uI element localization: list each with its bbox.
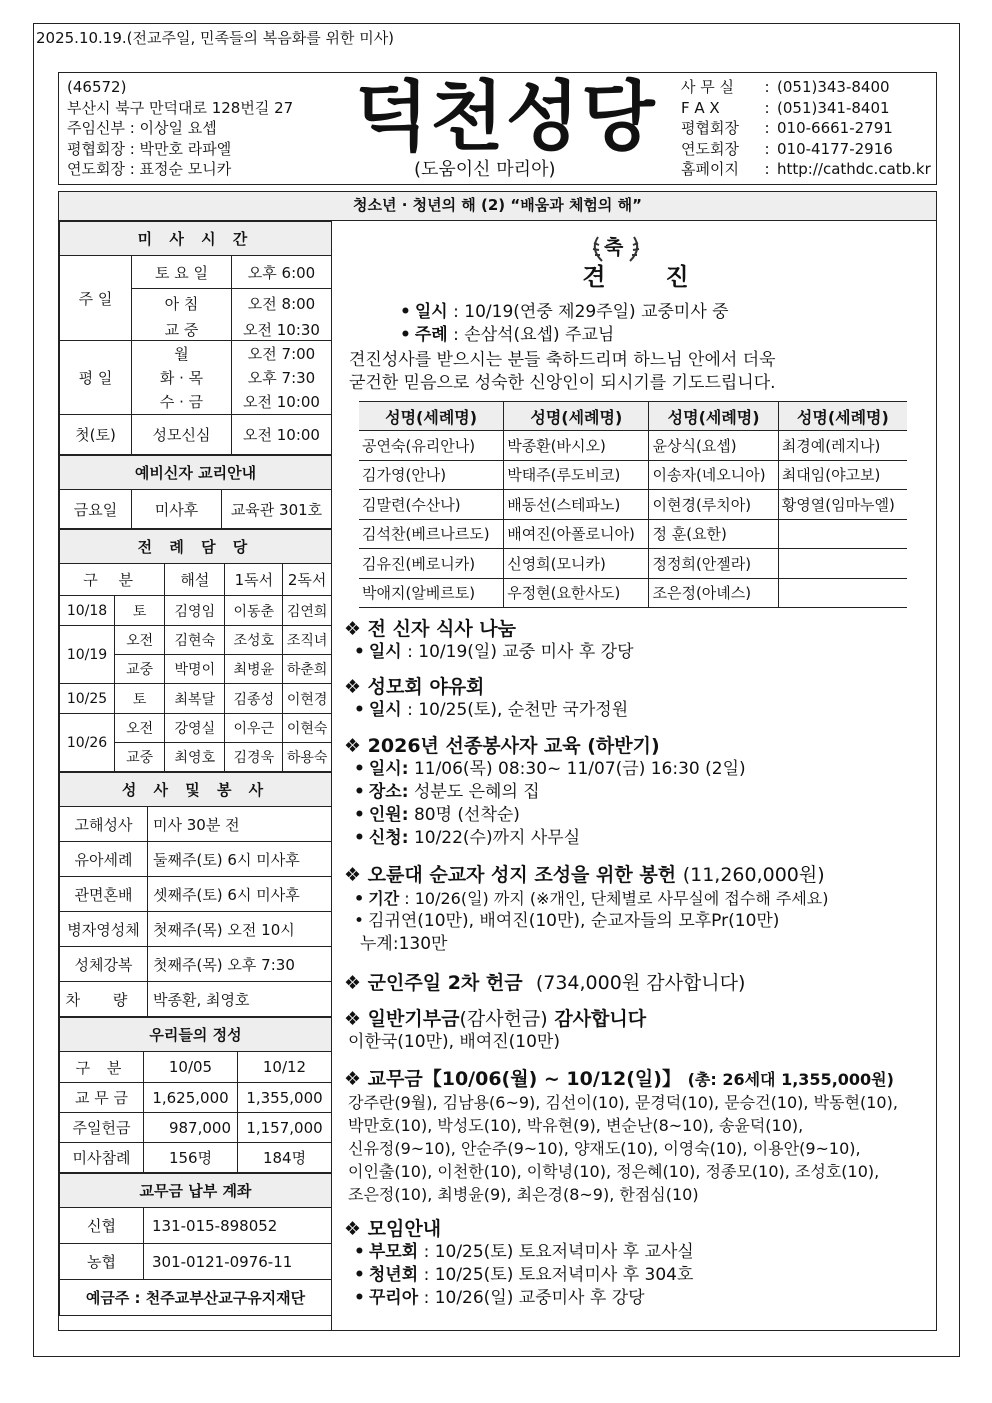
name-cell: 공연숙(유리안나) [359, 431, 504, 461]
notice-text: 김귀연(10만), 배여진(10만), 순교자들의 모후Pr(10만) [368, 911, 780, 931]
account-number: 131-015-898052 [144, 1208, 332, 1244]
notice-title: 군인주일 2차 헌금 [367, 972, 523, 994]
confirmation-message [349, 349, 776, 395]
table-row [60, 982, 332, 1017]
sacrament-name: 유아세례 [60, 842, 148, 877]
name-cell: 조직녀 [283, 626, 332, 655]
table-row [60, 842, 332, 877]
name-cell: 김현숙 [165, 626, 225, 655]
col-label: 성명(세례명) [778, 402, 907, 431]
notice-title-tail: 감사합니다 [547, 1008, 647, 1030]
notice-text: 신유정(9~10), 안순주(9~10), 양재도(10), 이영숙(10), 이용안(9~10), [348, 1139, 861, 1158]
sun-main-label: 교 중 [132, 319, 232, 341]
catechumen-day: 금요일 [60, 490, 132, 529]
sacrament-time: 셋째주(토) 6시 미사후 [148, 877, 332, 912]
date-cell: 10/19 [60, 626, 115, 684]
table-row [60, 877, 332, 912]
name-cell: 이동춘 [225, 596, 283, 626]
offering-value: 1,157,000 [238, 1113, 332, 1143]
diamond-icon: ❖ [344, 618, 362, 640]
message-line: 굳건한 믿음으로 성숙한 신앙인이 되시기를 기도드립니다. [349, 373, 776, 393]
notice-text: 강주란(9월), 김남용(6~9), 김선이(10), 문경덕(10), 문승건(10), 박동현(10), [348, 1093, 898, 1112]
diamond-icon: ❖ [344, 1068, 362, 1090]
notice-label: • 일시 [354, 642, 402, 662]
sacrament-time: 박종환, 최영호 [148, 982, 332, 1017]
notice-text: 10/22(수)까지 사무실 [413, 828, 581, 848]
name-cell [778, 549, 907, 579]
notice-dues [344, 1068, 898, 1206]
name-cell: 배동선(스테파노) [504, 490, 649, 520]
sacrament-name: 고해성사 [60, 807, 148, 842]
table-row [60, 626, 332, 655]
sacrament-name: 병자영성체 [60, 912, 148, 947]
address: 부산시 북구 만덕대로 128번길 27 [67, 98, 294, 117]
name-cell: 김연희 [283, 596, 332, 626]
col-label: 해설 [165, 564, 225, 596]
notice-label: • 기간 [354, 889, 399, 908]
name-cell: 최병윤 [225, 655, 283, 684]
notice-label: • 청년회 [354, 1265, 418, 1285]
offering-label: 미사참례 [60, 1143, 144, 1173]
name-cell: 박명이 [165, 655, 225, 684]
col-label: 10/05 [144, 1052, 238, 1083]
postal-code: (46572) [67, 78, 127, 96]
name-cell: 김말련(수산나) [359, 490, 504, 520]
name-cell: 이우근 [225, 714, 283, 743]
table-row [359, 431, 907, 461]
type-cell: 교중 [115, 743, 165, 772]
contact-homepage: 홈페이지 : http://cathdc.catb.kr [681, 160, 931, 178]
notice-donation [344, 1008, 646, 1054]
first-sat-name: 성모신심 [132, 415, 232, 455]
notice-amount: (11,260,000원) [682, 864, 825, 886]
date-cell: 10/26 [60, 714, 115, 772]
account-heading: 교무금 납부 계좌 [60, 1174, 332, 1208]
liturgy-heading: 전 례 담 당 [60, 530, 332, 564]
offering-value: 184명 [238, 1143, 332, 1173]
catechumen-heading: 예비신자 교리안내 [60, 456, 332, 490]
sacrament-time: 첫째주(목) 오후 7:30 [148, 947, 332, 982]
col-label: 1독서 [225, 564, 283, 596]
name-cell: 조성호 [225, 626, 283, 655]
diamond-icon: ❖ [344, 972, 362, 994]
bank-name: 신협 [60, 1208, 144, 1244]
table-row [60, 912, 332, 947]
notice-label: • 꾸리아 [354, 1288, 418, 1308]
first-sat-label: 첫(토) [60, 415, 132, 455]
diamond-icon: ❖ [344, 864, 362, 886]
bishop-label: • 주례 [400, 325, 448, 345]
type-cell: 토 [115, 684, 165, 714]
tue-thu-time: 오후 7:30 [232, 367, 332, 389]
offering-value: 156명 [144, 1143, 238, 1173]
notice-label: • 일시: [354, 759, 409, 779]
sun-morning-time: 오전 8:00 [232, 289, 332, 319]
notice-text: : 10/26(일) 교중미사 후 강당 [423, 1288, 645, 1308]
contact-council: 평협회장 : 010-6661-2791 [681, 119, 893, 137]
name-cell: 최영호 [165, 743, 225, 772]
mon-time: 오전 7:00 [232, 341, 332, 367]
notice-meetings [344, 1218, 694, 1310]
date-cell: 10/18 [60, 596, 115, 626]
sun-morning-label: 아 침 [132, 289, 232, 319]
confirmation-title: 견진 [582, 263, 749, 291]
notice-text: (734,000원 감사합니다) [535, 972, 746, 994]
notice-text: : 10/25(토), 순천만 국가정원 [407, 700, 629, 720]
table-row [359, 460, 907, 490]
sunday-label: 주 일 [60, 256, 132, 341]
message-line: 견진성사를 받으시는 분들 축하드리며 하느님 안에서 더욱 [349, 350, 776, 370]
name-cell: 김유진(베로니카) [359, 549, 504, 579]
name-cell: 최대임(야고보) [778, 460, 907, 490]
offering-value: 1,355,000 [238, 1083, 332, 1113]
bulletin-header [58, 72, 937, 185]
parish-title: 덕천성당 [355, 72, 657, 161]
name-cell: 이현경(루치아) [649, 490, 778, 520]
sat-label: 토 요 일 [132, 256, 232, 289]
notice-text: 박만호(10), 박성도(10), 박유현(9), 변순난(8~10), 송윤덕(10), [348, 1116, 804, 1135]
notice-title: 2026년 선종봉사자 교육 (하반기) [367, 735, 660, 757]
name-cell: 김석찬(베르나르도) [359, 519, 504, 549]
date-label: • 일시 [400, 302, 448, 322]
sun-main-time: 오전 10:30 [232, 319, 332, 341]
type-cell: 토 [115, 596, 165, 626]
notice-label: • 부모회 [354, 1242, 418, 1262]
weekday-label: 평 일 [60, 341, 132, 415]
name-cell: 정 훈(요한) [649, 519, 778, 549]
catechumen-time: 미사후 [132, 490, 222, 529]
name-cell: 하용숙 [283, 743, 332, 772]
offerings-heading: 우리들의 정성 [60, 1018, 332, 1052]
offerings-table [59, 1017, 332, 1173]
name-cell: 박종환(바시오) [504, 431, 649, 461]
notice-text: 성분도 은혜의 집 [413, 782, 540, 802]
name-cell: 김가영(안나) [359, 460, 504, 490]
notice-text: : 10/25(토) 토요저녁미사 후 304호 [423, 1265, 694, 1285]
notice-title: 성모회 야유회 [367, 676, 485, 698]
notice-text: 조은정(10), 최병윤(9), 최은경(8~9), 한점심(10) [348, 1185, 699, 1204]
name-cell: 박애지(알베르토) [359, 578, 504, 608]
sacrament-name: 관면혼배 [60, 877, 148, 912]
name-cell: 이현경 [283, 684, 332, 714]
offering-label: 주일헌금 [60, 1113, 144, 1143]
name-cell: 신영희(모니카) [504, 549, 649, 579]
type-cell: 교중 [115, 655, 165, 684]
diamond-icon: ❖ [344, 676, 362, 698]
catechumen-place: 교육관 301호 [222, 490, 332, 529]
sat-time: 오후 6:00 [232, 256, 332, 289]
notice-title: 전 신자 식사 나눔 [367, 618, 516, 640]
contact-label: 평협회장 [681, 119, 739, 137]
notice-shrine [344, 864, 828, 956]
homepage-link[interactable]: http://cathdc.catb.kr [777, 160, 931, 178]
name-cell: 김경욱 [225, 743, 283, 772]
account-table [59, 1173, 332, 1316]
diamond-icon: ❖ [344, 1218, 362, 1240]
diamond-icon: ❖ [344, 1008, 362, 1030]
parish-info [67, 77, 293, 180]
name-cell: 이송자(네오니아) [649, 460, 778, 490]
sacrament-name: 차 량 [60, 982, 148, 1017]
type-cell: 오전 [115, 714, 165, 743]
contact-list [681, 77, 931, 180]
col-label: 성명(세례명) [649, 402, 778, 431]
col-label: 구 분 [60, 564, 165, 596]
notice-text: 누계:130만 [360, 934, 448, 954]
table-row [60, 1244, 332, 1280]
catechumen-table [59, 455, 332, 529]
notice-title: 오륜대 순교자 성지 조성을 위한 봉헌 [367, 864, 677, 886]
date-cell: 10/25 [60, 684, 115, 714]
notice-text: 11/06(목) 08:30~ 11/07(금) 16:30 (2일) [413, 759, 746, 779]
tue-thu-label: 화 · 목 [132, 367, 232, 389]
name-cell: 정정희(안젤라) [649, 549, 778, 579]
table-row [359, 490, 907, 520]
contact-label: F A X [681, 98, 720, 117]
notice-picnic [344, 676, 628, 722]
name-cell: 하춘희 [283, 655, 332, 684]
notice-title-sub: (감사헌금) [459, 1008, 548, 1030]
main-content [58, 221, 937, 1331]
name-cell: 이현숙 [283, 714, 332, 743]
pastor: 주임신부 : 이상일 요셉 [67, 119, 217, 137]
contact-office: 사 무 실 : (051)343-8400 [681, 78, 890, 96]
account-holder: 예금주 : 천주교부산교구유지재단 [60, 1280, 332, 1316]
table-row [60, 1113, 332, 1143]
contact-value: (051)341-8401 [777, 98, 890, 117]
table-row [359, 519, 907, 549]
confirmation-table [359, 401, 907, 608]
name-cell: 박태주(루도비코) [504, 460, 649, 490]
year-theme: 청소년 · 청년의 해 (2) “배움과 체험의 해” [58, 191, 937, 221]
mon-label: 월 [132, 341, 232, 367]
left-column [59, 221, 332, 1330]
name-cell [778, 519, 907, 549]
name-cell: 최복달 [165, 684, 225, 714]
table-row [60, 684, 332, 714]
notice-meal [344, 618, 634, 664]
celebration-mark: 축 [604, 235, 624, 259]
table-row [60, 1083, 332, 1113]
notice-title: 일반기부금 [367, 1008, 460, 1030]
notice-text: : 10/19(일) 교중 미사 후 강당 [407, 642, 634, 662]
notice-education [344, 735, 746, 850]
contact-value: 010-4177-2916 [777, 139, 893, 158]
council-president: 평협회장 : 박만호 라파엘 [67, 139, 232, 158]
table-row [60, 807, 332, 842]
name-cell: 김종성 [225, 684, 283, 714]
diamond-icon: ❖ [344, 735, 362, 757]
mass-schedule-table [59, 221, 332, 455]
col-label: 성명(세례명) [504, 402, 649, 431]
contact-label: 홈페이지 [681, 160, 739, 178]
name-cell: 우정현(요한사도) [504, 578, 649, 608]
contact-value: 010-6661-2791 [777, 119, 893, 137]
right-column [334, 221, 937, 1330]
name-cell: 강영실 [165, 714, 225, 743]
name-cell [778, 578, 907, 608]
notice-text: : 10/25(토) 토요저녁미사 후 교사실 [423, 1242, 694, 1262]
bank-name: 농협 [60, 1244, 144, 1280]
col-label: 구 분 [60, 1052, 144, 1083]
parish-subtitle: (도움이신 마리아) [414, 159, 556, 180]
col-label: 2독서 [283, 564, 332, 596]
account-number: 301-0121-0976-11 [144, 1244, 332, 1280]
col-label: 10/12 [238, 1052, 332, 1083]
table-row [60, 947, 332, 982]
date-line: 2025.10.19.(전교주일, 민족들의 복음화를 위한 미사) [36, 29, 395, 47]
notice-text: 이한국(10만), 배여진(10만) [348, 1032, 560, 1052]
name-cell: 황영열(임마누엘) [778, 490, 907, 520]
notice-label: • 인원: [354, 805, 409, 825]
date-text: : 10/19(연중 제29주일) 교중미사 중 [453, 302, 729, 322]
notice-title: 모임안내 [367, 1218, 442, 1240]
contact-value: (051)343-8400 [777, 78, 890, 96]
sacrament-time: 둘째주(토) 6시 미사후 [148, 842, 332, 877]
table-row [60, 596, 332, 626]
sacrament-time: 미사 30분 전 [148, 807, 332, 842]
notice-text: 80명 (선착순) [413, 805, 520, 825]
notice-label: • 신청: [354, 828, 409, 848]
name-cell: 조은정(아녜스) [649, 578, 778, 608]
mass-heading: 미 사 시 간 [60, 222, 332, 256]
first-sat-time: 오전 10:00 [232, 415, 332, 455]
elderly-president: 연도회장 : 표정순 모니카 [67, 160, 232, 178]
contact-elderly: 연도회장 : 010-4177-2916 [681, 139, 893, 158]
notice-amount: (총: 26세대 1,355,000원) [687, 1070, 894, 1089]
wed-fri-time: 오전 10:00 [232, 389, 332, 415]
offering-value: 1,625,000 [144, 1083, 238, 1113]
table-row [60, 1143, 332, 1173]
sacrament-name: 성체강복 [60, 947, 148, 982]
name-cell: 최경예(레지나) [778, 431, 907, 461]
table-row [359, 578, 907, 608]
confirmation-info [400, 301, 729, 347]
type-cell: 오전 [115, 626, 165, 655]
table-row [359, 549, 907, 579]
notice-label: • 일시 [354, 700, 402, 720]
table-row [60, 714, 332, 743]
offering-label: 교 무 금 [60, 1083, 144, 1113]
col-label: 성명(세례명) [359, 402, 504, 431]
liturgy-table [59, 529, 332, 772]
notice-label: • 장소: [354, 782, 409, 802]
sacraments-table [59, 772, 332, 1017]
contact-label: 연도회장 [681, 139, 739, 158]
notice-title: 교무금【10/06(월) ~ 10/12(일)】 [367, 1068, 681, 1090]
contact-label: 사 무 실 [681, 78, 735, 96]
notice-text: : 10/26(일) 까지 (※개인, 단체별로 사무실에 접수해 주세요) [404, 889, 829, 908]
notice-text: 이인출(10), 이천한(10), 이학녕(10), 정은혜(10), 정종모(10), 조성호(10), [348, 1162, 880, 1181]
notice-military [344, 972, 745, 995]
offering-value: 987,000 [144, 1113, 238, 1143]
bishop-text: : 손삼석(요셉) 주교님 [453, 325, 615, 345]
name-cell: 배여진(아폴로니아) [504, 519, 649, 549]
contact-fax: F A X : (051)341-8401 [681, 98, 890, 117]
table-row [60, 1208, 332, 1244]
wed-fri-label: 수 · 금 [132, 389, 232, 415]
name-cell: 김영임 [165, 596, 225, 626]
name-cell: 윤상식(요셉) [649, 431, 778, 461]
sacrament-time: 첫째주(목) 오전 10시 [148, 912, 332, 947]
sacraments-heading: 성 사 및 봉 사 [60, 773, 332, 807]
